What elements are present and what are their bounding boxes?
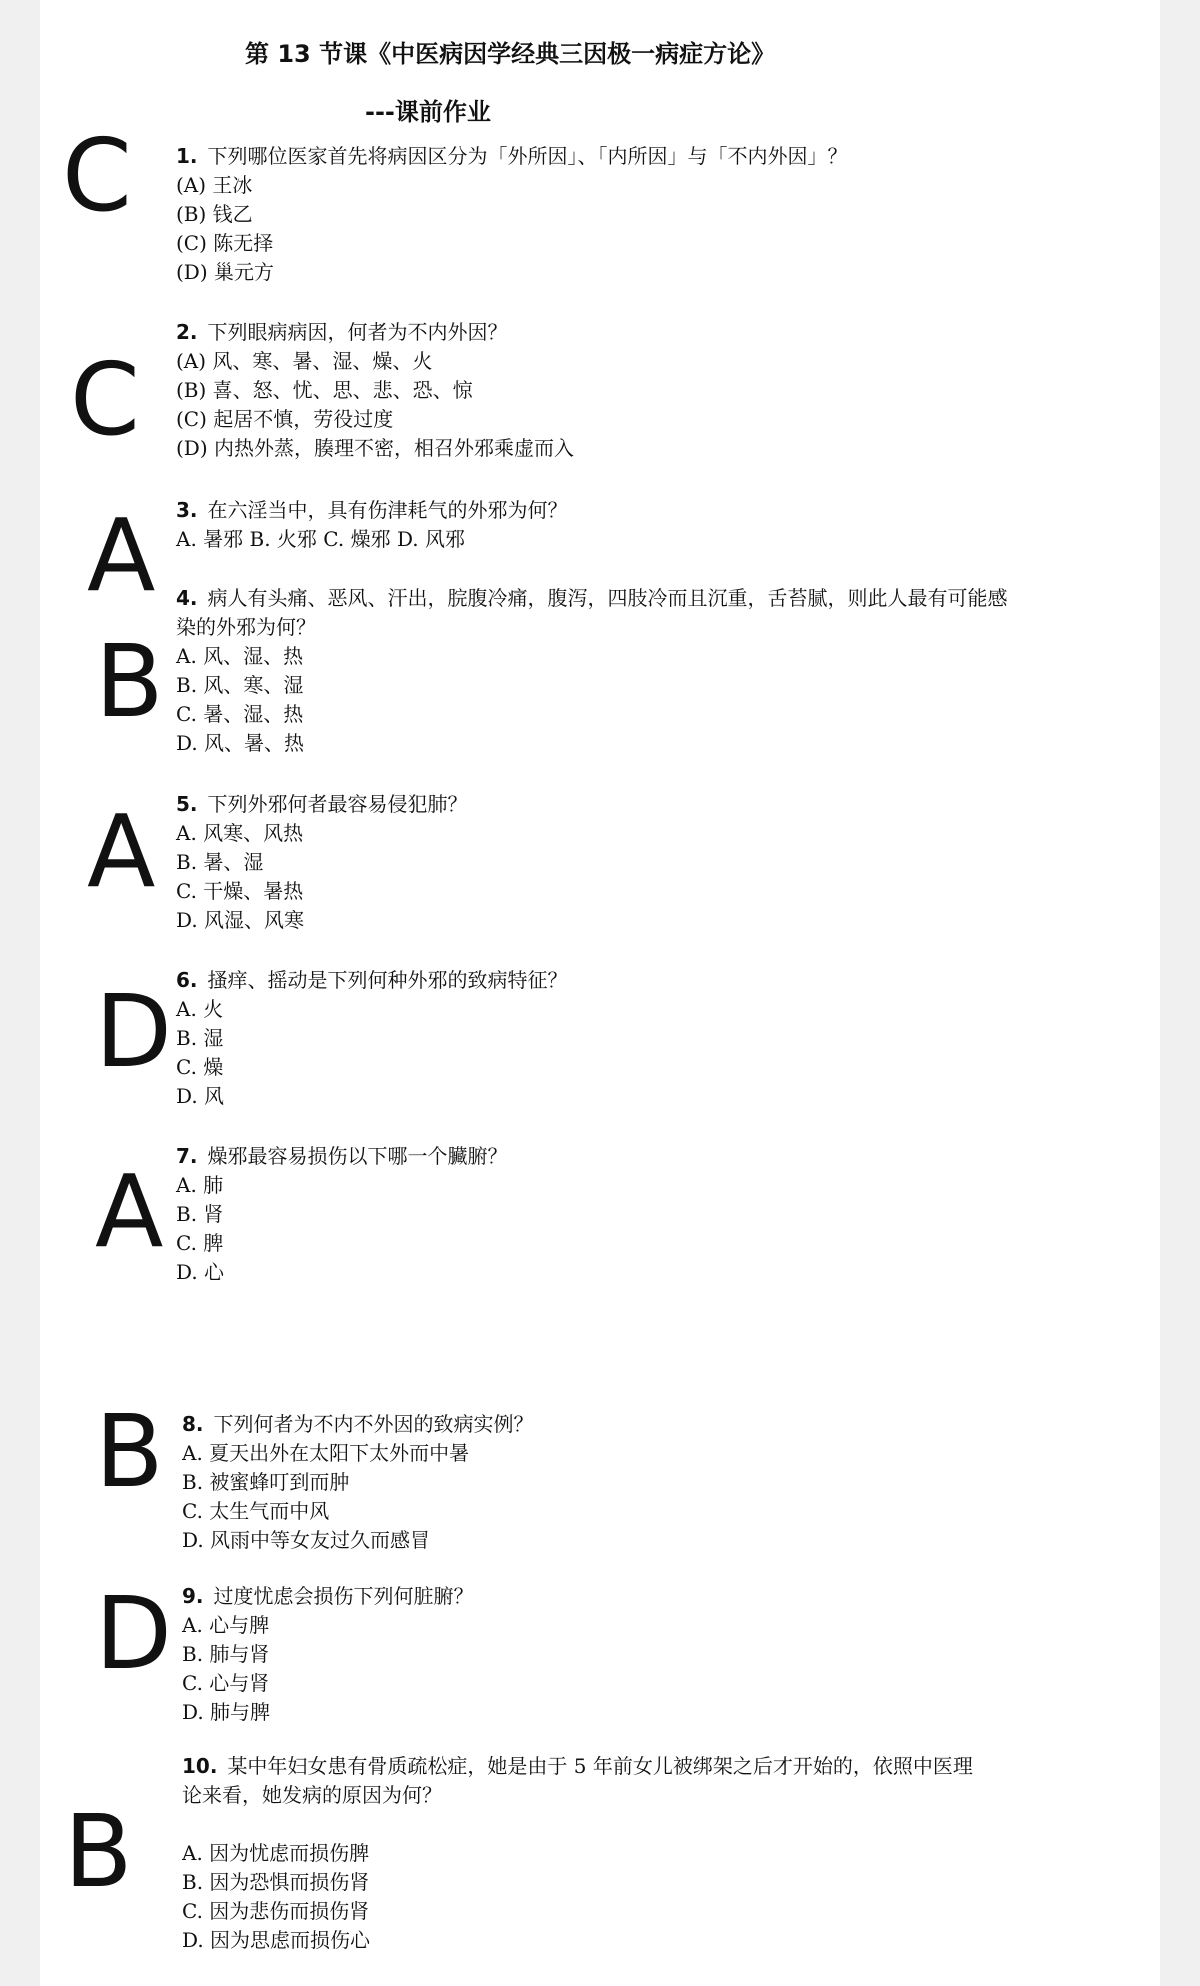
question-7 (176, 1142, 1116, 1287)
question-number: 4. (176, 586, 198, 610)
option: B. 风、寒、湿 (176, 673, 304, 697)
question-1 (176, 142, 1116, 287)
question-number: 6. (176, 968, 198, 992)
answer-mark-9: D (95, 1575, 173, 1692)
question-stem (182, 1752, 982, 1810)
question-2 (176, 318, 1116, 463)
option: C. 燥 (176, 1055, 224, 1079)
option: C. 太生气而中风 (182, 1499, 330, 1523)
question-number: 7. (176, 1144, 198, 1168)
question-text: 下列眼病病因，何者为不内外因？ (207, 320, 508, 344)
question-text: 下列哪位医家首先将病因区分为「外所因」、「内所因」与「不内外因」？ (207, 144, 848, 168)
question-number: 9. (182, 1584, 204, 1608)
question-stem (176, 1142, 1116, 1171)
option: B. 暑、湿 (176, 850, 264, 874)
option: A. 心与脾 (182, 1613, 270, 1637)
option: A. 因为忧虑而损伤脾 (182, 1841, 370, 1865)
question-stem (176, 584, 1016, 642)
option: B. 因为恐惧而损伤肾 (182, 1870, 370, 1894)
question-number: 8. (182, 1412, 204, 1436)
option: B. 湿 (176, 1026, 224, 1050)
option: A. 风寒、风热 (176, 821, 304, 845)
option: D. 肺与脾 (182, 1700, 271, 1724)
option: (A) 王冰 (176, 173, 253, 197)
question-number: 10. (182, 1754, 218, 1778)
question-stem (176, 966, 1116, 995)
question-10 (182, 1752, 982, 1955)
question-4 (176, 584, 1016, 758)
option: C. 心与肾 (182, 1671, 270, 1695)
option: A. 夏天出外在太阳下太外而中暑 (182, 1441, 470, 1465)
question-9 (182, 1582, 1122, 1727)
option: D. 风湿、风寒 (176, 908, 305, 932)
question-text: 燥邪最容易损伤以下哪一个臟腑？ (207, 1144, 508, 1168)
option: D. 心 (176, 1260, 225, 1284)
question-stem (176, 496, 1116, 525)
question-text: 过度忧虑会损伤下列何脏腑？ (213, 1584, 474, 1608)
option: (C) 陈无择 (176, 231, 274, 255)
question-text: 下列外邪何者最容易侵犯肺？ (207, 792, 468, 816)
question-number: 5. (176, 792, 198, 816)
question-6 (176, 966, 1116, 1111)
question-text: 某中年妇女患有骨质疏松症，她是由于 5 年前女儿被绑架之后才开始的，依照中医理论来看，她发病的原因为何？ (182, 1754, 973, 1807)
question-text: 在六淫当中，具有伤津耗气的外邪为何？ (207, 498, 568, 522)
question-text: 病人有头痛、恶风、汗出，脘腹冷痛，腹泻，四肢冷而且沉重，舌苔腻，则此人最有可能感染的外邪为何？ (176, 586, 1008, 639)
answer-mark-10: B (64, 1793, 133, 1910)
question-stem (176, 142, 1116, 171)
question-number: 3. (176, 498, 198, 522)
option: A. 暑邪 B. 火邪 C. 燥邪 D. 风邪 (176, 527, 465, 551)
option: D. 风、暑、热 (176, 731, 305, 755)
option: C. 暑、湿、热 (176, 702, 304, 726)
answer-mark-7: A (95, 1153, 164, 1270)
option: (D) 内热外蒸，腠理不密，相召外邪乘虚而入 (176, 436, 574, 460)
option: (A) 风、寒、暑、湿、燥、火 (176, 349, 433, 373)
answer-mark-8: B (95, 1393, 164, 1510)
option: C. 因为悲伤而损伤肾 (182, 1899, 370, 1923)
option: (B) 喜、怒、忧、思、悲、恐、惊 (176, 378, 473, 402)
option: A. 肺 (176, 1173, 224, 1197)
question-number: 1. (176, 144, 198, 168)
option: D. 风 (176, 1084, 225, 1108)
answer-mark-4: B (95, 623, 164, 740)
question-text: 下列何者为不内不外因的致病实例？ (213, 1412, 534, 1436)
question-text: 搔痒、摇动是下列何种外邪的致病特征？ (207, 968, 568, 992)
option: (B) 钱乙 (176, 202, 253, 226)
answer-mark-1: C (62, 117, 132, 234)
option: C. 干燥、暑热 (176, 879, 304, 903)
option: (C) 起居不慎，劳役过度 (176, 407, 394, 431)
option: A. 火 (176, 997, 224, 1021)
answer-mark-5: A (87, 793, 156, 910)
option: D. 风雨中等女友过久而感冒 (182, 1528, 431, 1552)
question-stem (182, 1410, 1122, 1439)
document-page (40, 0, 1160, 1986)
answer-mark-6: D (95, 973, 173, 1090)
question-stem (176, 318, 1116, 347)
page-subtitle: ---课前作业 (365, 98, 491, 126)
option: B. 被蜜蜂叮到而肿 (182, 1470, 350, 1494)
question-3 (176, 496, 1116, 554)
option: C. 脾 (176, 1231, 224, 1255)
answer-mark-2: C (70, 341, 140, 458)
answer-mark-3: A (87, 497, 156, 614)
question-8 (182, 1410, 1122, 1555)
option: A. 风、湿、热 (176, 644, 304, 668)
page-title: 第 13 节课《中医病因学经典三因极一病症方论》 (245, 40, 776, 68)
option: (D) 巢元方 (176, 260, 274, 284)
option: B. 肺与肾 (182, 1642, 270, 1666)
question-stem (176, 790, 1116, 819)
question-number: 2. (176, 320, 198, 344)
question-5 (176, 790, 1116, 935)
question-stem (182, 1582, 1122, 1611)
option: D. 因为思虑而损伤心 (182, 1928, 371, 1952)
option: B. 肾 (176, 1202, 224, 1226)
